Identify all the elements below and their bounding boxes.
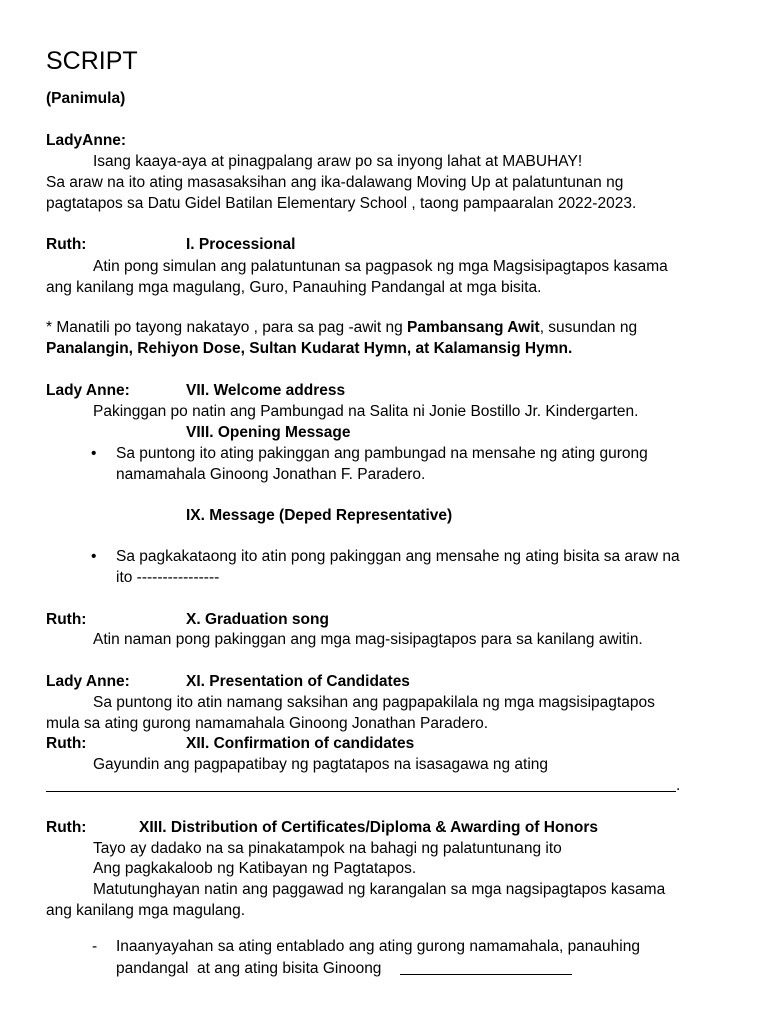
list-item-line: ito ---------------- bbox=[116, 569, 220, 586]
paragraph-line: Sa puntong ito atin namang saksihan ang pagpapakilala ng mga magsisipagtapos bbox=[93, 694, 655, 711]
list-item-line: Sa pagkakataong ito atin pong pakinggan ang mensahe ng ating bisita sa araw na bbox=[116, 548, 680, 565]
speaker-label: Ruth: bbox=[46, 735, 87, 752]
bold-text-run: Pambansang Awit bbox=[407, 319, 540, 336]
speaker-label: Ruth: bbox=[46, 611, 87, 628]
speaker-label: Lady Anne: bbox=[46, 673, 130, 690]
list-item-line: Sa puntong ito ating pakinggan ang pambungad na mensahe ng ating gurong bbox=[116, 445, 648, 462]
fill-in-blank-line bbox=[400, 974, 572, 975]
page-title: SCRIPT bbox=[46, 47, 138, 75]
paragraph-line: Gayundin ang pagpapatibay ng pagtatapos na isasagawa ng ating bbox=[93, 756, 549, 773]
paragraph-line: Atin naman pong pakinggan ang mga mag-sisipagtapos para sa kanilang awitin. bbox=[93, 631, 643, 648]
speaker-label: Lady Anne: bbox=[46, 382, 130, 399]
fill-in-blank-line bbox=[46, 791, 676, 792]
speaker-label: Ruth: bbox=[46, 819, 87, 836]
text-run: * Manatili po tayong nakatayo , para sa pag -awit ng bbox=[46, 319, 408, 336]
paragraph-line: Isang kaaya-aya at pinagpalang araw po sa inyong lahat at MABUHAY! bbox=[93, 153, 583, 170]
paragraph-line: Pakinggan po natin ang Pambungad na Salita ni Jonie Bostillo Jr. Kindergarten. bbox=[93, 403, 639, 420]
section-heading: XII. Confirmation of candidates bbox=[186, 735, 415, 752]
bullet-icon: • bbox=[91, 445, 97, 462]
paragraph-line: Ang pagkakaloob ng Katibayan ng Pagtatapos. bbox=[93, 860, 417, 877]
list-item-line: Inaanyayahan sa ating entablado ang ating gurong namamahala, panauhing bbox=[116, 938, 640, 955]
section-heading: I. Processional bbox=[186, 236, 296, 253]
paragraph-line: ang kanilang mga magulang. bbox=[46, 902, 246, 919]
intro-label: (Panimula) bbox=[46, 90, 126, 107]
paragraph-line bbox=[46, 318, 637, 338]
paragraph-line: Tayo ay dadako na sa pinakatampok na bahagi ng palatuntunang ito bbox=[93, 840, 562, 857]
paragraph-line: Sa araw na ito ating masasaksihan ang ika-dalawang Moving Up at palatuntunan ng bbox=[46, 174, 624, 191]
list-item-line: namamahala Ginoong Jonathan F. Paradero. bbox=[116, 466, 426, 483]
speaker-label: Ruth: bbox=[46, 236, 87, 253]
section-heading: X. Graduation song bbox=[186, 611, 329, 628]
paragraph-line: pagtatapos sa Datu Gidel Batilan Elementary School , taong pampaaralan 2022-2023. bbox=[46, 195, 637, 212]
paragraph-line: Panalangin, Rehiyon Dose, Sultan Kudarat Hymn, at Kalamansig Hymn. bbox=[46, 340, 573, 357]
bullet-icon: • bbox=[91, 548, 97, 565]
paragraph-line: mula sa ating gurong namamahala Ginoong Jonathan Paradero. bbox=[46, 715, 489, 732]
section-heading: VII. Welcome address bbox=[186, 382, 346, 399]
paragraph-line: ang kanilang mga magulang, Guro, Panauhing Pandangal at mga bisita. bbox=[46, 279, 542, 296]
section-heading: VIII. Opening Message bbox=[186, 424, 351, 441]
line-end-period: . bbox=[676, 777, 681, 794]
section-heading: IX. Message (Deped Representative) bbox=[186, 507, 453, 524]
section-heading: XIII. Distribution of Certificates/Diploma & Awarding of Honors bbox=[139, 819, 599, 836]
dash-bullet-icon: - bbox=[92, 938, 98, 955]
paragraph-line: Atin pong simulan ang palatuntunan sa pagpasok ng mga Magsisipagtapos kasama bbox=[93, 258, 668, 275]
section-heading: XI. Presentation of Candidates bbox=[186, 673, 410, 690]
speaker-label: LadyAnne: bbox=[46, 132, 127, 149]
text-run: , susundan ng bbox=[539, 319, 638, 336]
paragraph-line: Matutunghayan natin ang paggawad ng karangalan sa mga nagsipagtapos kasama bbox=[93, 881, 666, 898]
list-item-line: pandangal at ang ating bisita Ginoong bbox=[116, 960, 382, 977]
